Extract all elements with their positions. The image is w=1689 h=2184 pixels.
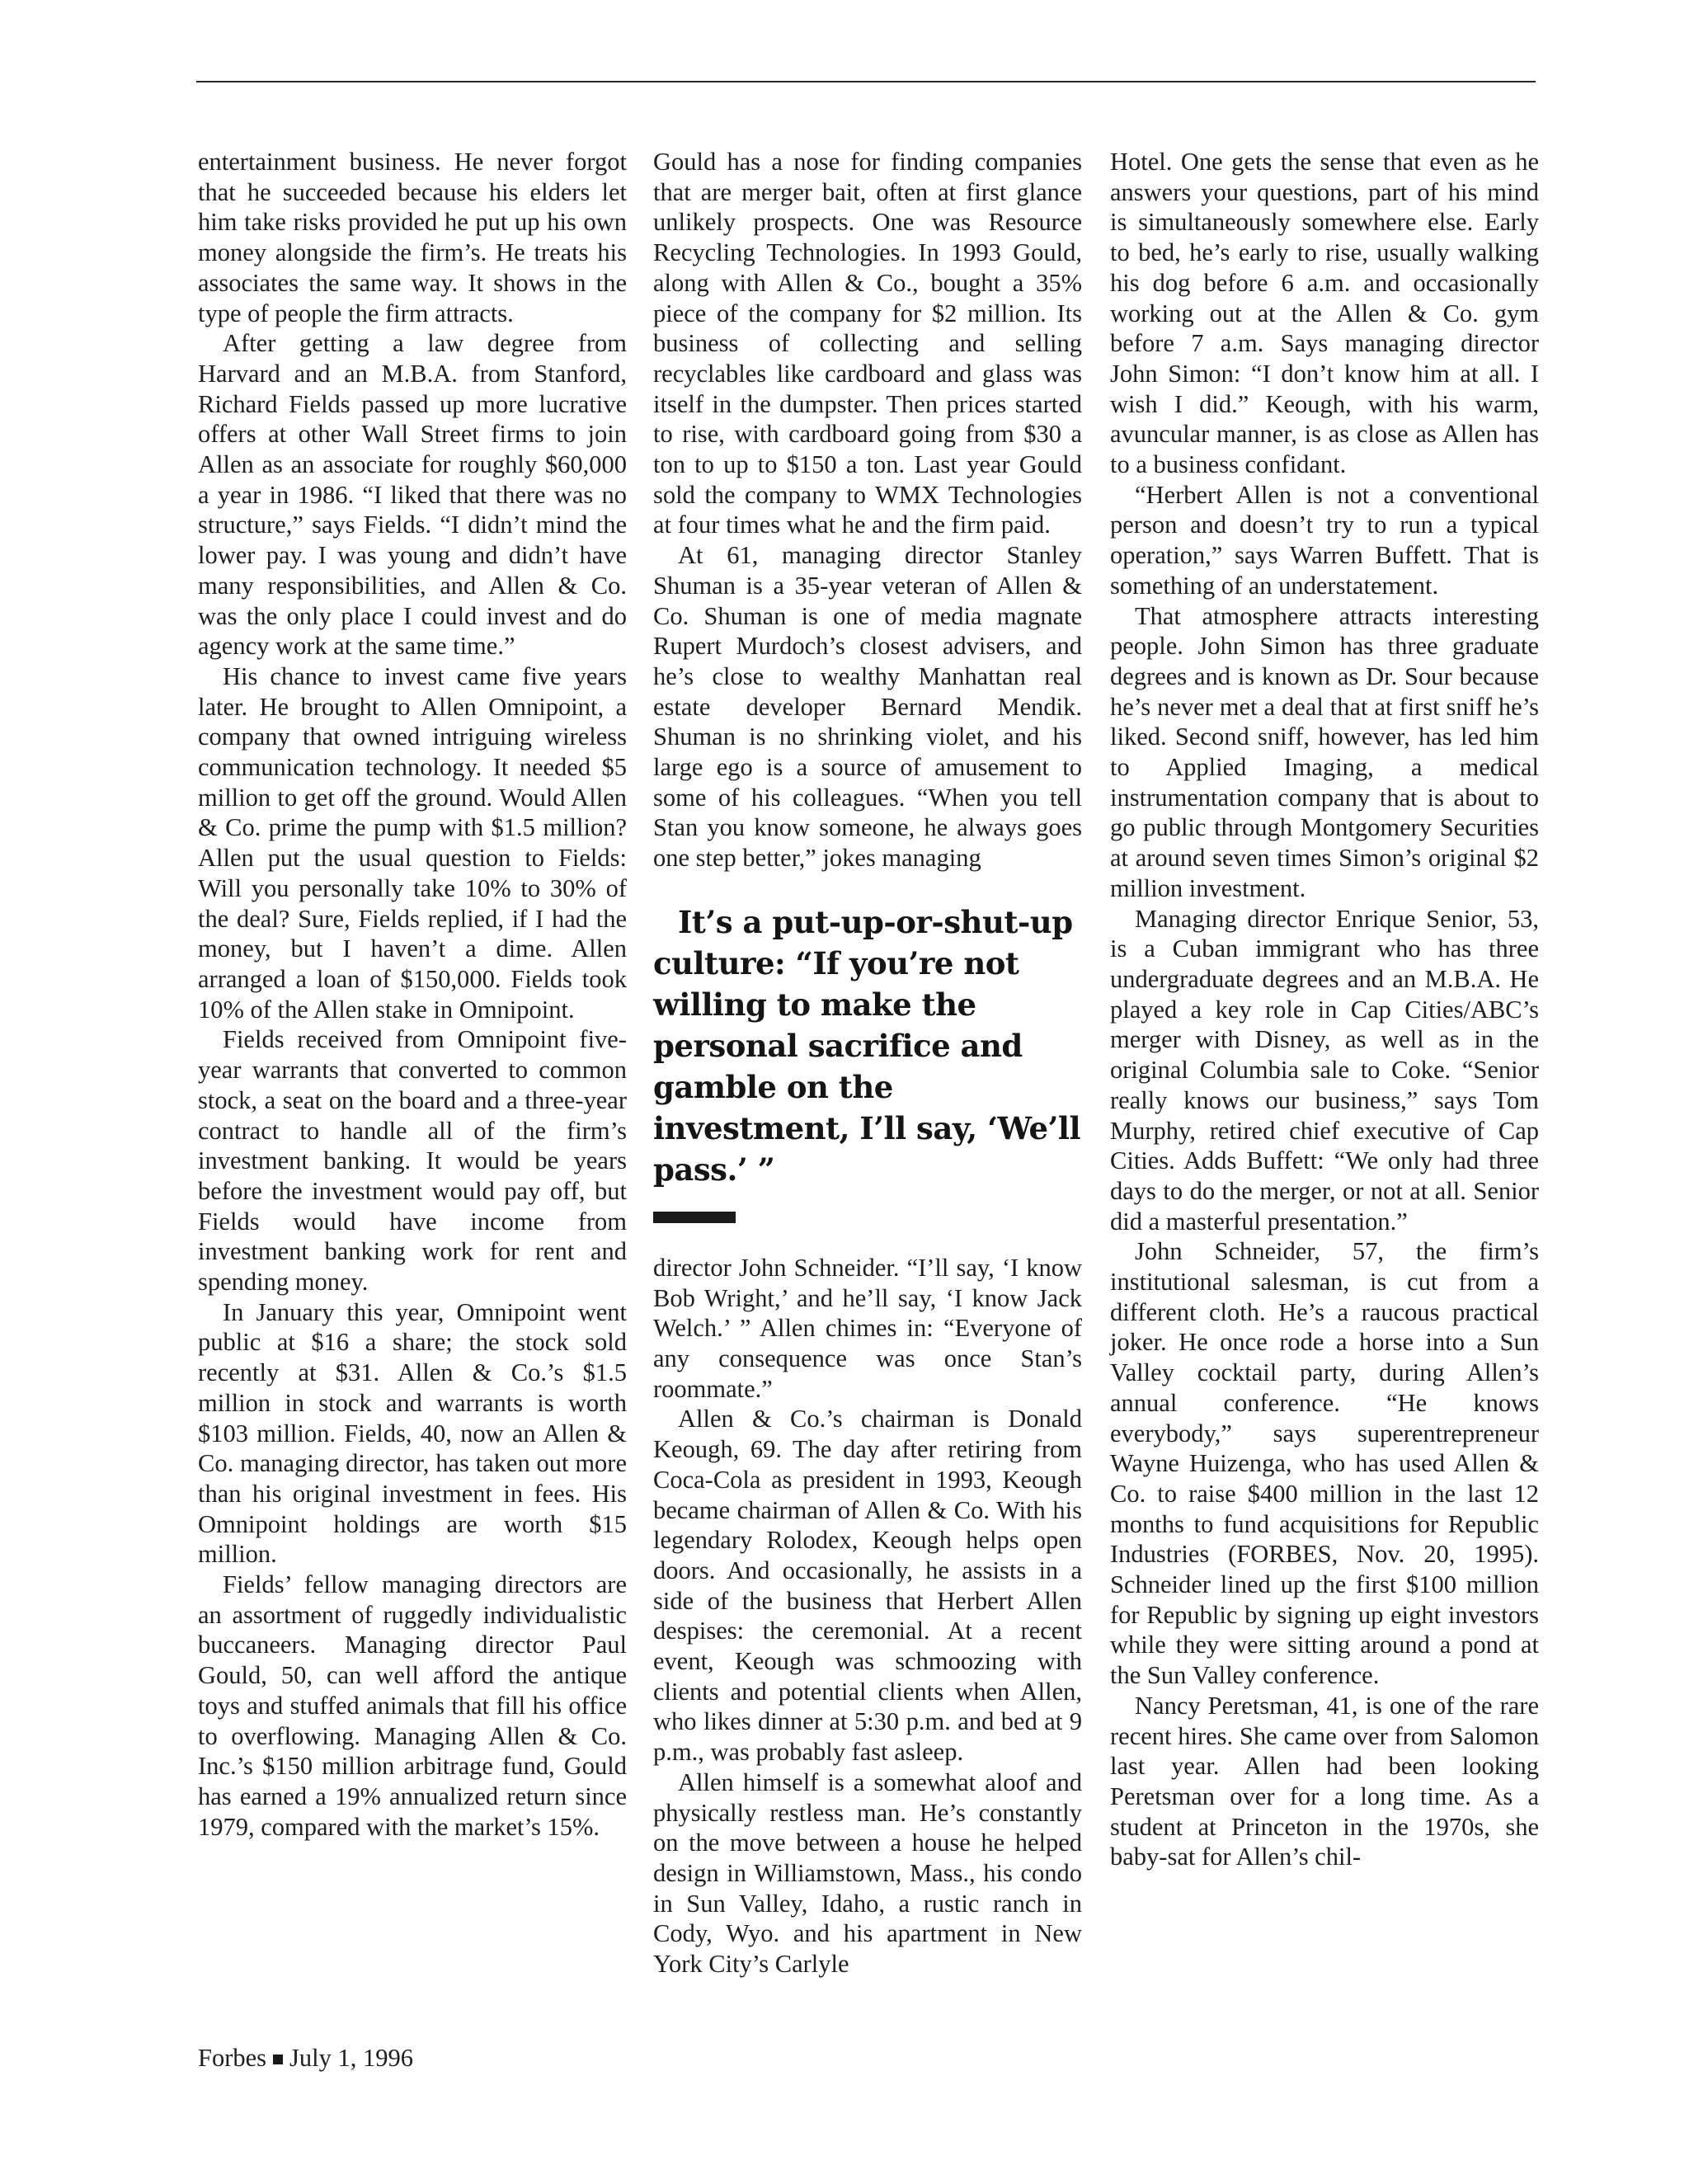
paragraph: Fields’ fellow managing directors are an assortment of ruggedly individualistic buccaneers. Managing director Paul Gould, 50, can well afford the antique toys and stuffed animals that fill his office to overflowing. Managing Allen & Co. Inc.’s $150 million arbitrage fund, Gould has earned a 19% annualized return since 1979, compared with the market’s 15%. (198, 1570, 627, 1841)
paragraph: John Schneider, 57, the firm’s institutional salesman, is cut from a different cloth. He’s a raucous practical joker. He once rode a horse into a Sun Valley cocktail party, during Allen’s annual conference. “He knows everybody,” says superentrepreneur Wayne Huizenga, who has used Allen & Co. to raise $400 million in the last 12 months to fund acquisitions for Republic Industries (FORBES, Nov. 20, 1995). Schneider lined up the first $100 million for Republic by signing up eight investors while they were sitting around a pond at the Sun Valley conference. (1110, 1237, 1539, 1690)
paragraph: His chance to invest came five years later. He brought to Allen Omnipoint, a company that owned intriguing wireless communication technology. It needed $5 million to get off the ground. Would Allen & Co. prime the pump with $1.5 million? Allen put the usual question to Fields: Will you personally take 10% to 30% of the deal? Sure, Fields replied, if I had the money, but I haven’t a dime. Allen arranged a loan of $150,000. Fields took 10% of the Allen stake in Omnipoint. (198, 661, 627, 1024)
paragraph: Managing director Enrique Senior, 53, is a Cuban immigrant who has three undergraduate degrees and an M.B.A. He played a key role in Cap Cities/ABC’s merger with Disney, as well as in the original Columbia sale to Coke. “Senior really knows our business,” says Tom Murphy, retired chief executive of Cap Cities. Adds Buffett: “We only had three days to do the merger, or not at all. Senior did a masterful presentation.” (1110, 904, 1539, 1236)
paragraph: After getting a law degree from Harvard and an M.B.A. from Stanford, Richard Fields passed up more lucrative offers at other Wall Street firms to join Allen as an associate for roughly $60,000 a year in 1986. “I liked that there was no structure,” says Fields. “I didn’t mind the lower pay. I was young and didn’t have many responsibilities, and Allen & Co. was the only place I could invest and do agency work at the same time.” (198, 329, 627, 661)
paragraph: Allen himself is a somewhat aloof and physically restless man. He’s constantly on the move between a house he helped design in Williamstown, Mass., his condo in Sun Valley, Idaho, a rustic ranch in Cody, Wyo. and his apartment in New York City’s Carlyle (653, 1767, 1082, 1979)
pull-quote: It’s a put-up-or-shut-up culture: “If you’re not willing to make the personal sacrifice and gamble on the investment, I’ll say, ‘We’ll pass.’ ” (653, 903, 1081, 1188)
issue-date: July 1, 1996 (289, 2044, 413, 2072)
paragraph: “Herbert Allen is not a conventional person and doesn’t try to run a typical operation,” says Warren Buffett. That is something of an understatement. (1110, 480, 1539, 600)
paragraph: Allen & Co.’s chairman is Donald Keough, 69. The day after retiring from Coca-Cola as president in 1993, Keough became chairman of Allen & Co. With his legendary Rolodex, Keough helps open doors. And occasionally, he assists in a side of the business that Herbert Allen despises: the ceremonial. At a recent event, Keough was schmoozing with clients and potential clients when Allen, who likes dinner at 5:30 p.m. and bed at 9 p.m., was probably fast asleep. (653, 1405, 1082, 1767)
pull-quote-box (653, 901, 1082, 1223)
pull-quote-bar (653, 1212, 736, 1223)
column-3 (1110, 147, 1539, 1872)
paragraph: At 61, managing director Stanley Shuman is a 35-year veteran of Allen & Co. Shuman is one of media magnate Rupert Murdoch’s closest advisers, and he’s close to wealthy Manhattan real estate developer Bernard Mendik. Shuman is no shrinking violet, and his large ego is a source of amusement to some of his colleagues. “When you tell Stan you know someone, he always goes one step better,” jokes managing (653, 541, 1082, 873)
publication-name: Forbes (198, 2044, 267, 2072)
paragraph: That atmosphere attracts interesting people. John Simon has three graduate degrees and is known as Dr. Sour because he’s never met a deal that at first sniff he’s liked. Second sniff, however, has led him to Applied Imaging, a medical instrumentation company that is about to go public through Montgomery Securities at around seven times Simon’s original $2 million investment. (1110, 601, 1539, 902)
square-bullet-icon (273, 2055, 283, 2064)
column-1 (198, 147, 627, 1842)
top-rule (196, 81, 1536, 82)
paragraph: director John Schneider. “I’ll say, ‘I know Bob Wright,’ and he’ll say, ‘I know Jack Welch.’ ” Allen chimes in: “Everyone of any consequence was once Stan’s roommate.” (653, 1253, 1082, 1403)
paragraph: Gould has a nose for finding companies that are merger bait, often at first glance unlikely prospects. One was Resource Recycling Technologies. In 1993 Gould, along with Allen & Co., bought a 35% piece of the company for $2 million. Its business of collecting and selling recyclables like cardboard and glass was itself in the dumpster. Then prices started to rise, with cardboard going from $30 a ton to up to $150 a ton. Last year Gould sold the company to WMX Technologies at four times what he and the firm paid. (653, 148, 1082, 539)
column-2 (653, 147, 1082, 1979)
page-footer (198, 2044, 413, 2073)
paragraph: Fields received from Omnipoint five-year warrants that converted to common stock, a seat on the board and a three-year contract to handle all of the firm’s investment banking. It would be years before the investment would pay off, but Fields would have income from investment banking work for rent and spending money. (198, 1025, 627, 1297)
paragraph: Hotel. One gets the sense that even as he answers your questions, part of his mind is simultaneously somewhere else. Early to bed, he’s early to rise, usually walking his dog before 6 a.m. and occasionally working out at the Allen & Co. gym before 7 a.m. Says managing director John Simon: “I don’t know him at all. I wish I did.” Keough, with his warm, avuncular manner, is as close as Allen has to a business confidant. (1110, 148, 1539, 479)
paragraph: Nancy Peretsman, 41, is one of the rare recent hires. She came over from Salomon last year. Allen had been looking Peretsman over for a long time. As a student at Princeton in the 1970s, she baby-sat for Allen’s chil- (1110, 1691, 1539, 1871)
paragraph: In January this year, Omnipoint went public at $16 a share; the stock sold recently at $31. Allen & Co.’s $1.5 million in stock and warrants is worth $103 million. Fields, 40, now an Allen & Co. managing director, has taken out more than his original investment in fees. His Omnipoint holdings are worth $15 million. (198, 1297, 627, 1569)
paragraph: entertainment business. He never forgot that he succeeded because his elders let him take risks provided he put up his own money alongside the firm’s. He treats his associates the same way. It shows in the type of people the firm attracts. (198, 148, 627, 327)
